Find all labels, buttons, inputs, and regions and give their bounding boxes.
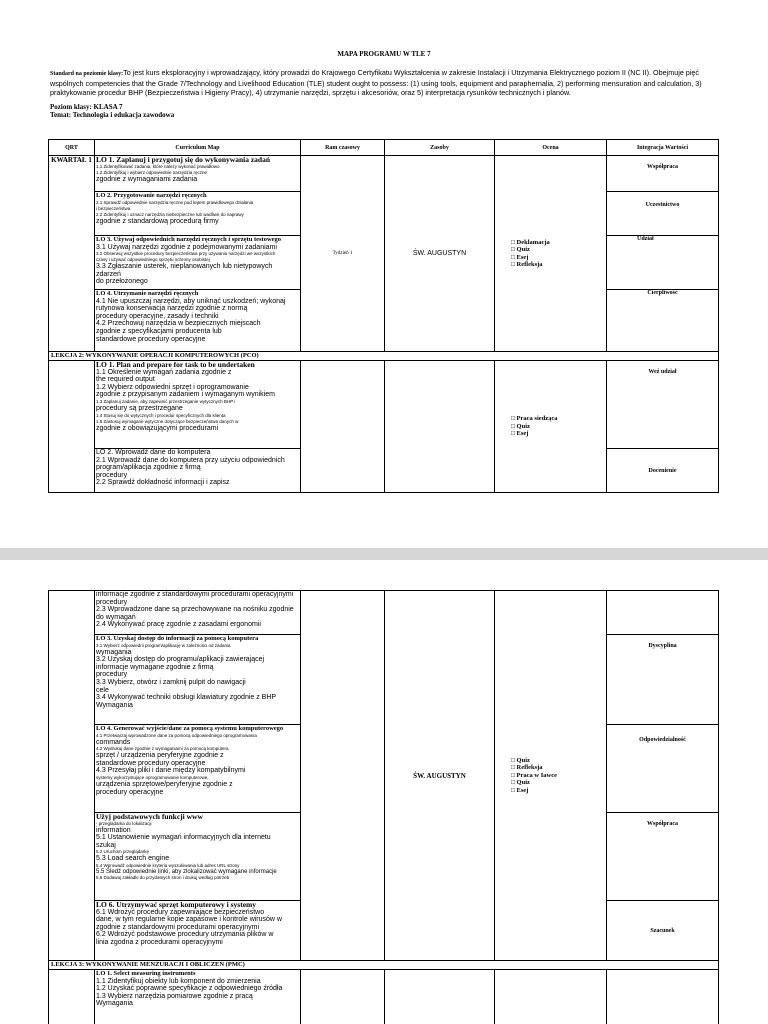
lo-item: szukaj	[96, 841, 116, 849]
value-cell-empty	[607, 591, 719, 635]
lo-item: 1.2 Zidentyfikuj i wybierz odpowiednie narzędzia ręczne	[96, 169, 208, 175]
table-row	[49, 361, 719, 449]
lo-item: 2.4 Wykonywać pracę zgodnie z zasadami ergonomii	[96, 621, 261, 629]
lo-title: LO 6. Utrzymywać sprzęt komputerowy i systemy	[96, 900, 257, 909]
grade-level: Poziom klasy: KLASA 7	[50, 103, 123, 111]
lo-item: 5.2 Uruchom przeglądarkę	[96, 849, 150, 855]
header-assessment: Ocena	[495, 140, 607, 156]
quarter-cell-empty	[49, 591, 95, 961]
lo-item: procedury	[96, 598, 128, 606]
lo-item: program/aplikacja zgodnie z firmą	[96, 464, 201, 472]
value-cell: Uczestnictwo	[607, 192, 719, 236]
value-cell: Odpowiedzialność	[607, 725, 719, 813]
lo-item: linia zgodna z procedurami operacyjnymi	[96, 938, 223, 946]
value-cell: Weź udział	[607, 361, 719, 449]
assessment-item: □ Quiz	[511, 756, 530, 764]
lo-item: urządzenia sprzętowe/peryferyjne zgodnie z	[96, 780, 233, 788]
lo-item: wymagania	[96, 648, 132, 656]
lo-item: 5.1 Ustanowienie wymagań informacyjnych dla internetu	[96, 834, 271, 842]
lo-item: 4.3 Przesyłaj pliki i dane między kompatybilnymi	[96, 767, 246, 775]
lo-item: 5.5 Śledź odpowiednie linki, aby zlokalizować wymagane informacje	[96, 868, 277, 875]
lo-item: dane, w tym regularne kopie zapasowe i kontrole wirusów w	[96, 916, 282, 924]
curriculum-cell	[95, 635, 301, 725]
lo-item: Wymagania	[96, 701, 133, 709]
lo-item: 4.2 Wydrukuj dane zgodnie z wymaganiami za pomocą komputera	[96, 746, 229, 752]
document-page-2	[0, 560, 768, 1024]
lo-item: zgodnie z specyfikacjami producenta lub	[96, 327, 222, 335]
lo-item: 1.1 Zidentyfikować zadania, które należy wykonać prawidłowo	[96, 163, 220, 169]
lo-item: standardowe procedury operacyjne	[96, 759, 206, 767]
lo-item: 1.3 Zaplanuj zadanie, aby zapewnić przestrzeganie wytycznych BHP i	[96, 398, 236, 404]
assessment-cell	[495, 156, 607, 352]
standard-text: To jest kurs eksploracyjny i wprowadzający, który prowadzi do Krajowego Certyfikatu Wykształcenia w zakresie Instalacji i Utrzymania Elektrycznego poziom II (NC II). Obejmuje pięć wspólnych competencies that the Grade 7/Technology and Livelihood Education (TLE) student ought to possess: (1) using tools, equipment and paraphernalia, 2) performing mensuration and calculation, 3) praktykowanie procedur BHP (Bezpieczeństwa i Higieny Pracy), 4) utrzymanie narzędzi, sprzętu i akcesoriów, oraz 5) interpretacja rysunków technicznych i planów.	[50, 68, 702, 97]
lo-item: zgodnie z wymaganiami zadania	[96, 175, 198, 183]
lo-item: 1.4 Stosuj się do wytycznych i procedur specyficznych dla klienta	[96, 412, 226, 418]
time-frame-cell-empty	[301, 361, 385, 493]
lo-item: information	[96, 826, 131, 834]
curriculum-table-page-1	[48, 139, 719, 493]
lo-title: LO 3. Uzyskaj dostęp do informacji za pomocą komputera	[96, 635, 259, 642]
time-frame-cell-empty	[301, 970, 385, 1024]
lo-item: zgodnie z standardowymi procedurami operacyjnymi	[96, 923, 260, 931]
lo-item: 2.1 Wprowadź dane do komputera przy użyciu odpowiednich	[96, 456, 285, 464]
assessment-item: □ Refleksja	[511, 261, 543, 268]
curriculum-cell	[95, 290, 301, 352]
lo-item: 6.2 Wdrożyć podstawowe procedury utrzymania plików w	[96, 931, 274, 939]
resources-cell: ŚW. AUGUSTYN	[385, 591, 495, 961]
lo-item: 4.1 Przetwarzaj wprowadzone dane za pomocą odpowiedniego oprogramowania	[96, 732, 257, 738]
document-title: MAPA PROGRAMU W TLE 7	[337, 50, 431, 58]
lesson-row	[49, 352, 719, 361]
lo-item: rutynowa konserwacja narzędzi zgodnie z normą	[96, 305, 248, 313]
lo-item: i bezpieczeństwa	[96, 205, 131, 211]
lo-item: 3.1 Wybierz odpowiedni program/aplikację w zależności od zadania	[96, 642, 231, 648]
curriculum-cell	[95, 361, 301, 449]
value-cell: Dyscyplina	[607, 635, 719, 725]
lesson-heading: LEKCJA 3: WYKONYWANIE MENZURACJI I OBLICZEŃ (PMC)	[49, 961, 719, 970]
quarter-cell-empty	[49, 970, 95, 1024]
resources-cell-empty	[385, 970, 495, 1024]
lo-item: - przeglądarka do lokalizacji	[96, 820, 152, 826]
lo-title: LO 2. Przygotowanie narzędzi ręcznych	[96, 192, 207, 199]
assessment-cell-empty	[495, 970, 607, 1024]
lo-title: LO 2. Wprowadź dane do komputera	[96, 449, 211, 456]
curriculum-cell	[95, 156, 301, 192]
curriculum-cell	[95, 970, 301, 1024]
resources-cell-empty	[385, 361, 495, 493]
lo-item: Wymagania	[96, 1000, 133, 1008]
assessment-item: □ Quiz	[511, 422, 530, 430]
lo-item: procedury	[96, 471, 128, 479]
value-cell: Szacunek	[607, 901, 719, 961]
lo-item: procedury operacyjne, zasady i techniki	[96, 312, 219, 320]
lo-item: 4.2 Przechowuj narzędzia w bezpiecznych miejscach	[96, 320, 261, 328]
quarter-cell-empty	[49, 361, 95, 493]
curriculum-cell	[95, 901, 301, 961]
lo-item: sprzęt / urządzenia peryferyjne zgodnie z	[96, 752, 224, 760]
lo-title: LO 3. Używaj odpowiednich narzędzi ręcznych i sprzętu testowego	[96, 236, 282, 243]
curriculum-cell	[95, 725, 301, 813]
lo-item: 1.5 Zastosuj wymagane wytyczne dotyczące bezpieczeństwa danych w	[96, 418, 239, 424]
lo-item: 1.2 Uzyskać poprawne specyfikacje z odpowiedniego źródła	[96, 985, 283, 993]
curriculum-cell	[95, 192, 301, 236]
value-cell: Cierpliwość	[607, 290, 719, 352]
assessment-item: □ Quiz	[511, 246, 530, 253]
lo-item: 3.2 Uzyskaj dostęp do programu/aplikacji zawierającej	[96, 656, 265, 664]
quarter-cell: KWARTAŁ 1	[49, 156, 95, 352]
lo-title: LO 1. Select measuring instruments	[96, 970, 196, 977]
lo-item: procedury operacyjne	[96, 788, 164, 796]
table-row	[49, 591, 719, 635]
lo-item: 3.3 Wybierz, otwórz i zamknij pulpit do nawigacji	[96, 678, 246, 686]
value-cell: Docenienie	[607, 449, 719, 493]
assessment-item: □ Praca w Iawce	[511, 771, 557, 779]
lo-item: cele	[96, 686, 109, 694]
time-frame-cell: Tydzień 1	[301, 156, 385, 352]
assessment-item: □ Refleksja	[511, 764, 543, 772]
lo-item: 5.4 Wprowadź odpowiednie kryteria wyszukiwania lub adres URL strony	[96, 862, 240, 868]
table-header-row	[49, 140, 719, 156]
header-time-frame: Ram czasowy	[301, 140, 385, 156]
assessment-item: □ Esej	[511, 253, 529, 261]
lo-title: LO 4. Utrzymanie narzędzi ręcznych	[96, 290, 199, 297]
lo-item: 2.1 Sprawdź odpowiednie narzędzia ręczne pod kątem prawidłowego działania	[96, 199, 254, 205]
lo-item: 5.3 Load search engine	[96, 855, 170, 863]
lo-item: 1.3 Wybierz narzędzia pomiarowe zgodnie z pracą	[96, 992, 253, 1000]
lo-title: Użyj podstawowych funkcji www	[96, 812, 203, 821]
lo-item: procedury	[96, 671, 128, 679]
lo-item: 3.1 Używaj narzędzi zgodnie z podejmowanymi zadaniami	[96, 243, 277, 251]
lo-item: zgodnie z obowiązującymi procedurami	[96, 424, 219, 432]
grade-standard	[50, 68, 720, 97]
lo-title: LO 1. Plan and prepare for task to be undertaken	[96, 360, 255, 369]
lo-item: 6.1 Wdrożyć procedury zapewniające bezpieczeństwo	[96, 908, 265, 916]
lo-item: 3.2 Obserwuj wszystkie procedury bezpieczeństwa przy używaniu narzędzi we wszystkich	[96, 251, 276, 257]
lesson-row	[49, 961, 719, 970]
table-row	[49, 970, 719, 1024]
lo-item: 1.1 Określenie wymagań zadania zgodnie z	[96, 368, 232, 376]
lo-item: 2.2 Sprawdź dokładność informacji i zapisz	[96, 479, 230, 487]
lo-item: 5.6 Dodawaj zakładki do przydatnych stron i drukuj według potrzeb	[96, 874, 230, 880]
lo-item: procedury są przestrzegane	[96, 404, 183, 412]
value-cell: Współpraca	[607, 156, 719, 192]
lo-item: 3.3 Zgłaszanie usterek, nieplanowanych lub nietypowych zdarzeń	[96, 263, 273, 278]
header-curriculum-map: Curriculum Map	[95, 140, 301, 156]
value-cell: Współpraca	[607, 813, 719, 901]
lo-item: 4.1 Nie upuszczaj narzędzi, aby uniknąć uszkodzeń; wykonaj	[96, 297, 286, 305]
lo-item: 1.2 Wybierz odpowiedni sprzęt i oprogramowanie	[96, 383, 249, 391]
lo-item: systemy wykorzystujące oprogramowanie komputerowe,	[96, 774, 209, 780]
lo-item: commands	[96, 738, 131, 746]
lo-item: 3.4 Wykonywać techniki obsługi klawiatury zgodnie z BHP	[96, 694, 277, 702]
curriculum-cell	[95, 591, 301, 635]
assessment-item: □ Deklamacja	[511, 238, 550, 246]
lo-item: zgodnie z standardową procedurą firmy	[96, 217, 219, 225]
curriculum-table-page-2	[48, 590, 719, 1024]
lo-item: czasy i używać odpowiedniego sprzętu ochrony osobistej	[96, 257, 210, 263]
value-cell-empty	[607, 970, 719, 1024]
lo-title: LO 1. Zaplanuj i przygotuj się do wykonywania zadań	[96, 155, 270, 164]
curriculum-cell	[95, 449, 301, 493]
lo-item: zgodnie z przypisanym zadaniem i wymaganym wynikiem	[96, 391, 275, 399]
assessment-item: □ Praca siedząca	[511, 415, 558, 423]
table-row	[49, 156, 719, 192]
curriculum-cell	[95, 813, 301, 901]
lo-title: LO 4. Generować wyjście/dane za pomocą systemu komputerowego	[96, 725, 284, 732]
curriculum-cell	[95, 236, 301, 290]
lo-item: informacje zgodnie z standardowymi procedurami operacyjnymi	[96, 591, 294, 598]
lo-item: do przełożonego	[96, 278, 148, 286]
lesson-heading: LEKCJA 2: WYKONYWANIE OPERACJI KOMPUTEROWYCH (PCO)	[49, 352, 719, 361]
time-frame-cell-empty	[301, 591, 385, 961]
lo-item: informacje wymagane zgodnie z firmą	[96, 663, 214, 671]
lo-item: 2.3 Wprowadzone dane są przechowywane na nośniku zgodnie	[96, 606, 294, 614]
standard-label: Standard na poziomie klasy:	[50, 71, 124, 77]
assessment-cell	[495, 361, 607, 493]
lo-item: do wymagań	[96, 613, 136, 621]
header-qrt: QRT	[49, 140, 95, 156]
assessment-item: □ Esej	[511, 430, 529, 438]
header-resources: Zasoby	[385, 140, 495, 156]
resources-cell: ŚW. AUGUSTYN	[385, 156, 495, 352]
assessment-cell	[495, 591, 607, 961]
lo-item: 2.2 Zidentyfikuj i oznacz narzędzia niebezpieczne lub wadliwe do naprawy	[96, 211, 244, 217]
lo-item: standardowe procedury operacyjne	[96, 335, 206, 343]
assessment-item: □ Esej	[511, 786, 529, 794]
lo-item: the required output	[96, 376, 155, 384]
subject: Temat: Technologia i edukacja zawodowa	[50, 111, 175, 119]
header-values-integration: Integracja Wartości	[607, 140, 719, 156]
assessment-item: □ Quiz	[511, 779, 530, 787]
value-cell: Udział	[607, 236, 719, 290]
lo-item: 1.1 Zidentyfikuj obiekty lub komponent do zmierzenia	[96, 977, 261, 985]
